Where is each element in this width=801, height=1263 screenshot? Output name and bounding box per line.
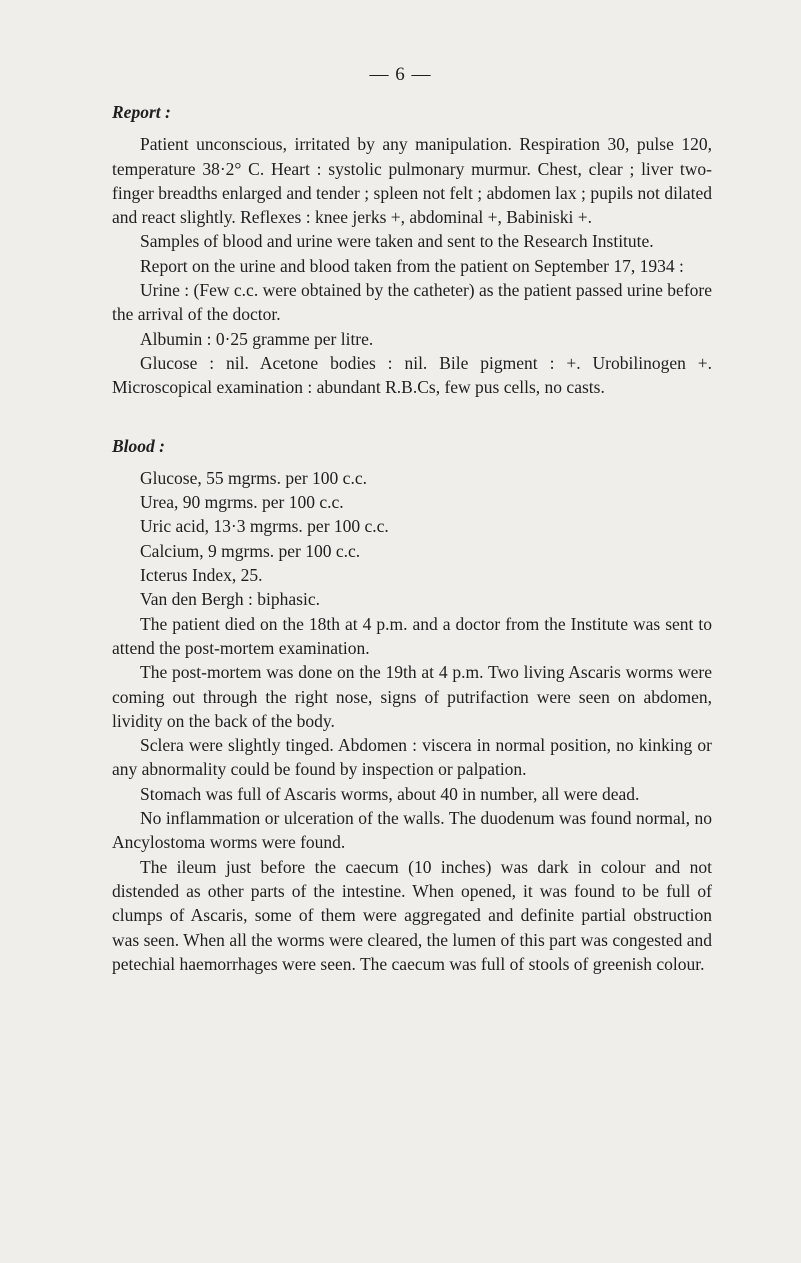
blood-heading: Blood : — [112, 435, 165, 456]
blood-value-line: Van den Bergh : biphasic. — [140, 589, 320, 610]
ileum-paragraph: The ileum just before the caecum (10 inches) was dark in colour and not distended as other parts of the intestine. When opened, it was found to be full of clumps of Ascaris, some of them were aggregated and definite partial obstruction was seen. When all the worms were cleared, the lumen of this part was congested and petechial haemorrhages were seen. The caecum was full of stools of greenish colour. — [112, 856, 712, 974]
document-body — [112, 100, 712, 976]
samples-paragraph: Samples of blood and urine were taken and sent to the Research Institute. — [140, 231, 654, 252]
lab-report-intro-paragraph: Report on the urine and blood taken from the patient on September 17, 1934 : — [140, 255, 684, 276]
clinical-findings-paragraph: Patient unconscious, irritated by any manipulation. Respiration 30, pulse 120, temperature 38·2° C. Heart : systolic pulmonary murmur. Chest, clear ; liver two-finger breadths enlarged and tender ; spleen not felt ; abdomen lax ; pupils not dilated and react slightly. Reflexes : knee jerks +, abdominal +, Babiniski +. — [112, 134, 712, 228]
post-mortem-paragraph: The post-mortem was done on the 19th at 4 p.m. Two living Ascaris worms were coming out through the right nose, signs of putrifaction were seen on abdomen, lividity on the back of the body. — [112, 662, 712, 731]
blood-value-line: Calcium, 9 mgrms. per 100 c.c. — [140, 540, 361, 561]
blood-value-line: Icterus Index, 25. — [140, 565, 263, 586]
urine-chemistry-paragraph: Glucose : nil. Acetone bodies : nil. Bile pigment : +. Urobilinogen +. Microscopical examination : abundant R.B.Cs, few pus cells, no casts. — [112, 352, 712, 398]
page-number: — 6 — — [369, 64, 432, 85]
albumin-line: Albumin : 0·25 gramme per litre. — [140, 328, 374, 349]
blood-value-line: Glucose, 55 mgrms. per 100 c.c. — [140, 467, 367, 488]
death-paragraph: The patient died on the 18th at 4 p.m. and a doctor from the Institute was sent to attend the post-mortem examination. — [112, 613, 712, 658]
sclera-paragraph: Sclera were slightly tinged. Abdomen : viscera in normal position, no kinking or any abnormality could be found by inspection or palpation. — [112, 735, 712, 780]
urine-paragraph: Urine : (Few c.c. were obtained by the catheter) as the patient passed urine before the arrival of the doctor. — [112, 280, 712, 325]
duodenum-paragraph: No inflammation or ulceration of the walls. The duodenum was found normal, no Ancylostoma worms were found. — [112, 808, 712, 853]
blood-value-line: Uric acid, 13·3 mgrms. per 100 c.c. — [140, 516, 389, 537]
blood-value-line: Urea, 90 mgrms. per 100 c.c. — [140, 492, 344, 513]
report-heading: Report : — [112, 102, 171, 122]
stomach-paragraph: Stomach was full of Ascaris worms, about 40 in number, all were dead. — [140, 783, 640, 804]
